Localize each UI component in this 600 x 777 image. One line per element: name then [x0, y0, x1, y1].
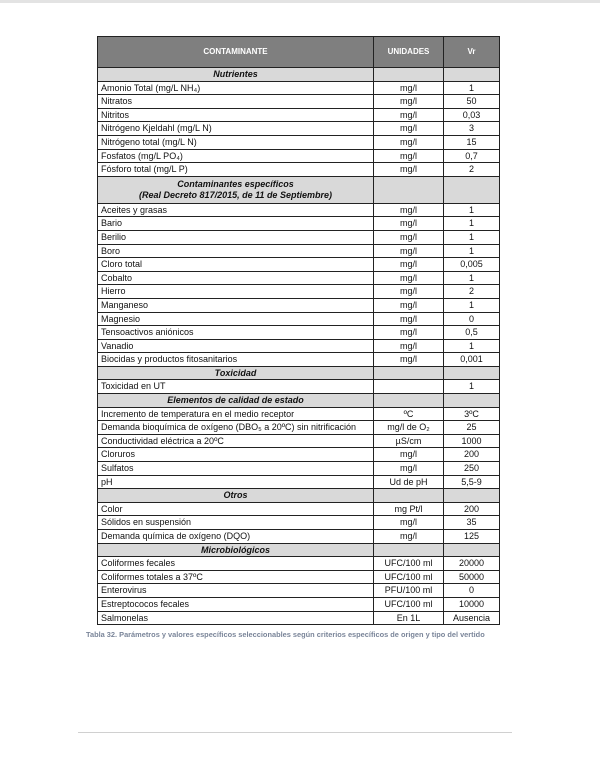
contaminant-value: 2: [444, 163, 500, 177]
contaminant-name: Fósforo total (mg/L P): [98, 163, 374, 177]
section-title: Elementos de calidad de estado: [98, 394, 374, 408]
contaminant-name: Sulfatos: [98, 462, 374, 476]
contaminant-unit: mg/l: [374, 271, 444, 285]
table-row: [98, 557, 500, 571]
contaminant-unit: mg/l: [374, 516, 444, 530]
table-row: [98, 271, 500, 285]
section-row: [98, 68, 500, 82]
contaminant-value: 10000: [444, 597, 500, 611]
contaminant-unit: mg/l: [374, 298, 444, 312]
contaminant-unit: Ud de pH: [374, 475, 444, 489]
contaminant-name: Enterovirus: [98, 584, 374, 598]
contaminant-value: 25: [444, 421, 500, 435]
contaminant-unit: mg Pt/l: [374, 502, 444, 516]
table-row: [98, 597, 500, 611]
header-vr: Vr: [444, 37, 500, 68]
contaminant-name: Berilio: [98, 230, 374, 244]
section-title: Microbiológicos: [98, 543, 374, 557]
contaminant-unit: ºC: [374, 407, 444, 421]
section-unit-cell: [374, 366, 444, 380]
contaminant-value: Ausencia: [444, 611, 500, 625]
section-unit-cell: [374, 489, 444, 503]
contaminant-value: 35: [444, 516, 500, 530]
contaminant-name: Vanadio: [98, 339, 374, 353]
contaminant-value: 1: [444, 298, 500, 312]
contaminant-unit: mg/l: [374, 149, 444, 163]
contaminant-name: Toxicidad en UT: [98, 380, 374, 394]
table-row: [98, 326, 500, 340]
section-value-cell: [444, 394, 500, 408]
contaminant-unit: mg/l de O₂: [374, 421, 444, 435]
section-value-cell: [444, 68, 500, 82]
contaminant-name: Cobalto: [98, 271, 374, 285]
contaminant-unit: En 1L: [374, 611, 444, 625]
table-row: [98, 339, 500, 353]
contaminant-name: Bario: [98, 217, 374, 231]
contaminant-value: 15: [444, 135, 500, 149]
table-row: [98, 407, 500, 421]
contaminant-value: 3: [444, 122, 500, 136]
section-row: [98, 176, 500, 203]
contaminant-value: 1: [444, 217, 500, 231]
contaminant-unit: [374, 380, 444, 394]
contaminant-unit: mg/l: [374, 258, 444, 272]
section-row: [98, 394, 500, 408]
section-title: Nutrientes: [98, 68, 374, 82]
contaminant-unit: UFC/100 ml: [374, 557, 444, 571]
contaminant-unit: mg/l: [374, 122, 444, 136]
contaminant-value: 1: [444, 271, 500, 285]
table-row: [98, 448, 500, 462]
table-row: [98, 298, 500, 312]
contaminant-value: 0,03: [444, 108, 500, 122]
contaminant-name: Hierro: [98, 285, 374, 299]
table-row: [98, 230, 500, 244]
contaminant-value: 125: [444, 530, 500, 544]
table-row: [98, 285, 500, 299]
contaminant-value: 1: [444, 230, 500, 244]
contaminant-table: [97, 36, 500, 625]
table-row: [98, 163, 500, 177]
contaminant-name: Aceites y grasas: [98, 203, 374, 217]
contaminant-name: Demanda química de oxígeno (DQO): [98, 530, 374, 544]
contaminant-name: Demanda bioquímica de oxígeno (DBO₅ a 20ºC) sin nitrificación: [98, 421, 374, 435]
contaminant-unit: mg/l: [374, 353, 444, 367]
table-body: [98, 68, 500, 625]
section-unit-cell: [374, 68, 444, 82]
contaminant-name: Incremento de temperatura en el medio receptor: [98, 407, 374, 421]
contaminant-name: pH: [98, 475, 374, 489]
section-unit-cell: [374, 543, 444, 557]
contaminant-name: Nitratos: [98, 95, 374, 109]
contaminant-name: Salmonelas: [98, 611, 374, 625]
contaminant-name: Manganeso: [98, 298, 374, 312]
contaminant-value: 2: [444, 285, 500, 299]
contaminant-name: Conductividad eléctrica a 20ºC: [98, 434, 374, 448]
section-row: [98, 489, 500, 503]
contaminant-value: 0,005: [444, 258, 500, 272]
table-row: [98, 258, 500, 272]
contaminant-unit: PFU/100 ml: [374, 584, 444, 598]
table-row: [98, 516, 500, 530]
contaminant-value: 20000: [444, 557, 500, 571]
section-value-cell: [444, 489, 500, 503]
contaminant-value: 0: [444, 584, 500, 598]
contaminant-unit: mg/l: [374, 230, 444, 244]
section-title: Contaminantes específicos: [177, 178, 294, 189]
contaminant-name: Sólidos en suspensión: [98, 516, 374, 530]
section-value-cell: [444, 176, 500, 203]
contaminant-unit: mg/l: [374, 312, 444, 326]
contaminant-value: 0,7: [444, 149, 500, 163]
contaminant-unit: mg/l: [374, 135, 444, 149]
table-row: [98, 462, 500, 476]
contaminant-name: Tensoactivos aniónicos: [98, 326, 374, 340]
contaminant-unit: mg/l: [374, 163, 444, 177]
table-row: [98, 502, 500, 516]
table-row: [98, 217, 500, 231]
contaminant-unit: mg/l: [374, 285, 444, 299]
section-title-cell: [98, 176, 374, 203]
table-row: [98, 312, 500, 326]
contaminant-value: 50000: [444, 570, 500, 584]
table-row: [98, 421, 500, 435]
contaminant-name: Nitrógeno Kjeldahl (mg/L N): [98, 122, 374, 136]
contaminant-value: 250: [444, 462, 500, 476]
page-bottom-rule: [78, 732, 512, 733]
contaminant-unit: µS/cm: [374, 434, 444, 448]
section-row: [98, 543, 500, 557]
contaminant-unit: mg/l: [374, 244, 444, 258]
table-row: [98, 108, 500, 122]
section-row: [98, 366, 500, 380]
section-unit-cell: [374, 176, 444, 203]
contaminant-value: 1: [444, 339, 500, 353]
contaminant-name: Cloro total: [98, 258, 374, 272]
contaminant-value: 50: [444, 95, 500, 109]
contaminant-value: 1000: [444, 434, 500, 448]
contaminant-name: Nitritos: [98, 108, 374, 122]
table-row: [98, 135, 500, 149]
section-unit-cell: [374, 394, 444, 408]
contaminant-name: Boro: [98, 244, 374, 258]
contaminant-unit: mg/l: [374, 217, 444, 231]
table-row: [98, 434, 500, 448]
contaminant-unit: mg/l: [374, 530, 444, 544]
contaminant-name: Nitrógeno total (mg/L N): [98, 135, 374, 149]
table-row: [98, 530, 500, 544]
contaminant-value: 0,001: [444, 353, 500, 367]
contaminant-value: 1: [444, 203, 500, 217]
section-title: Toxicidad: [98, 366, 374, 380]
contaminant-name: Magnesio: [98, 312, 374, 326]
contaminant-unit: UFC/100 ml: [374, 570, 444, 584]
contaminant-name: Color: [98, 502, 374, 516]
contaminant-unit: mg/l: [374, 95, 444, 109]
contaminant-unit: mg/l: [374, 326, 444, 340]
header-contaminante: CONTAMINANTE: [98, 37, 374, 68]
contaminant-unit: mg/l: [374, 339, 444, 353]
contaminant-value: 0,5: [444, 326, 500, 340]
table-row: [98, 475, 500, 489]
section-subtitle: (Real Decreto 817/2015, de 11 de Septiembre): [139, 189, 332, 200]
table-row: [98, 95, 500, 109]
contaminant-value: 3ºC: [444, 407, 500, 421]
section-title: Otros: [98, 489, 374, 503]
table-row: [98, 149, 500, 163]
contaminant-value: 5,5-9: [444, 475, 500, 489]
contaminant-unit: mg/l: [374, 462, 444, 476]
contaminant-value: 200: [444, 448, 500, 462]
contaminant-value: 1: [444, 380, 500, 394]
contaminant-value: 1: [444, 81, 500, 95]
section-value-cell: [444, 366, 500, 380]
table-row: [98, 353, 500, 367]
table-row: [98, 380, 500, 394]
contaminant-name: Coliformes fecales: [98, 557, 374, 571]
table-caption: Tabla 32. Parámetros y valores específicos seleccionables según criterios específicos de origen y tipo del vertido: [86, 630, 485, 639]
contaminant-value: 200: [444, 502, 500, 516]
contaminant-value: 0: [444, 312, 500, 326]
section-value-cell: [444, 543, 500, 557]
contaminant-table-container: [97, 36, 499, 625]
contaminant-unit: mg/l: [374, 81, 444, 95]
contaminant-name: Estreptococos fecales: [98, 597, 374, 611]
contaminant-name: Coliformes totales a 37ºC: [98, 570, 374, 584]
contaminant-unit: mg/l: [374, 203, 444, 217]
contaminant-unit: UFC/100 ml: [374, 597, 444, 611]
contaminant-unit: mg/l: [374, 448, 444, 462]
table-row: [98, 611, 500, 625]
page-top-rule: [0, 0, 600, 3]
contaminant-name: Cloruros: [98, 448, 374, 462]
contaminant-unit: mg/l: [374, 108, 444, 122]
table-header-row: [98, 37, 500, 68]
contaminant-name: Amonio Total (mg/L NH₄): [98, 81, 374, 95]
table-row: [98, 203, 500, 217]
table-row: [98, 570, 500, 584]
table-row: [98, 81, 500, 95]
table-row: [98, 584, 500, 598]
contaminant-name: Fosfatos (mg/L PO₄): [98, 149, 374, 163]
header-unidades: UNIDADES: [374, 37, 444, 68]
table-row: [98, 122, 500, 136]
table-row: [98, 244, 500, 258]
contaminant-value: 1: [444, 244, 500, 258]
contaminant-name: Biocidas y productos fitosanitarios: [98, 353, 374, 367]
